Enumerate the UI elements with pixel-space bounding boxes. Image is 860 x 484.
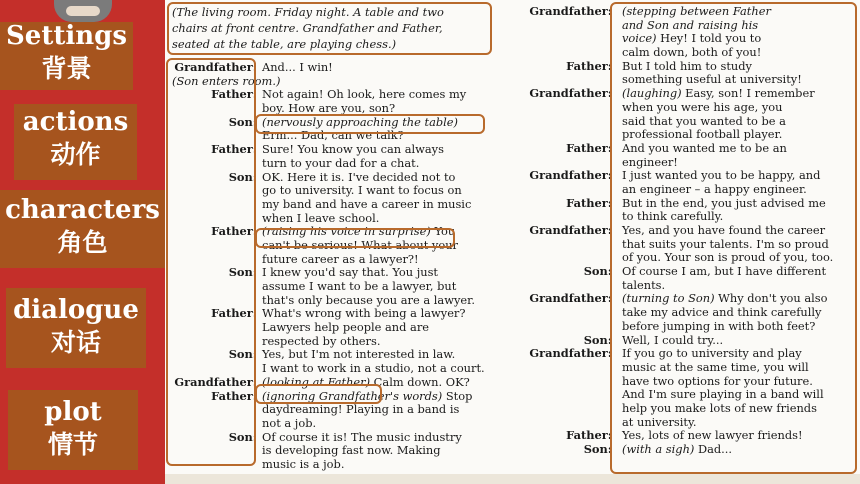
- speaker-name: Son:: [228, 169, 257, 184]
- speech-text: music is a job.: [262, 456, 345, 471]
- speech-text: is developing fast now. Making: [262, 443, 441, 458]
- speech-text: before jumping in with both feet?: [622, 318, 816, 333]
- stage-action-text: (with a sigh): [622, 442, 695, 456]
- speaker-name: Father:: [566, 58, 612, 73]
- speech-text: OK. Here it is. I've decided not to: [262, 169, 456, 184]
- speech-text: help you make lots of new friends: [622, 400, 817, 415]
- stage-action-text: (stepping between Father: [622, 4, 771, 18]
- stage-action-text: (ignoring Grandfather's words): [262, 388, 443, 403]
- speaker-name: Son:: [583, 442, 612, 456]
- speech-text: professional football player.: [622, 127, 783, 142]
- speech-text: Lawyers help people and are: [262, 320, 430, 335]
- stage-action-text: (Son enters room.): [172, 73, 281, 88]
- speech-text: when I leave school.: [262, 210, 380, 225]
- settings-highlight-box: [167, 2, 492, 55]
- speech-text: Yes, and you have found the career: [622, 223, 826, 237]
- speech-text: Yes, but I'm not interested in law.: [262, 347, 456, 362]
- speech-text: talents.: [622, 277, 666, 292]
- speech-text: Not again! Oh look, here comes my: [262, 87, 467, 102]
- speaker-name: Father:: [211, 224, 257, 239]
- label-settings-en: Settings: [6, 21, 127, 51]
- speech-text: Hey! I told you to: [656, 31, 762, 46]
- speech-text: Well, I could try...: [622, 332, 724, 347]
- speaker-names-highlight-box: [166, 58, 256, 466]
- speech-text: turn to your dad for a chat.: [262, 155, 420, 170]
- left-label-panel: [0, 0, 165, 484]
- label-characters[interactable]: [0, 190, 165, 268]
- speech-text: respected by others.: [262, 333, 381, 348]
- label-dialogue[interactable]: [6, 288, 146, 368]
- speech-text: that suits your talents. I'm so proud: [622, 236, 829, 251]
- speaker-name: Father:: [211, 87, 257, 102]
- dialogue-highlight-box: [610, 2, 857, 474]
- speaker-name: Father:: [211, 388, 257, 403]
- stage-action-text: (raising his voice in surprise): [262, 224, 431, 239]
- speech-text: I want to work in a studio, not a court.: [262, 361, 485, 376]
- speaker-name: Son:: [228, 429, 257, 444]
- speech-text: Of course I am, but I have different: [622, 264, 827, 279]
- speech-text: Calm down. OK?: [370, 374, 470, 389]
- speech-text: said that you wanted to be a: [622, 113, 786, 128]
- label-settings-zh: 背景: [41, 53, 92, 83]
- speech-text: But I told him to study: [622, 58, 752, 73]
- speaker-name: Son:: [583, 332, 612, 347]
- speaker-name: Grandfather:: [529, 4, 612, 18]
- speech-text: have two options for your future.: [622, 373, 813, 388]
- speech-text: to think carefully.: [622, 209, 724, 224]
- speaker-name: Son:: [228, 265, 257, 280]
- speech-text: assume I want to be a lawyer, but: [262, 279, 457, 293]
- speech-text: Of course it is! The music industry: [262, 429, 462, 444]
- stage-action-text: (looking at Father): [262, 374, 371, 389]
- speech-text: Stop: [442, 388, 473, 403]
- speech-text: go to university. I want to focus on: [262, 183, 462, 198]
- speaker-name: Son:: [583, 264, 612, 279]
- speech-text: that's only because you are a lawyer.: [262, 292, 475, 307]
- speech-text: And I'm sure playing in a band will: [622, 387, 824, 402]
- stage-action-text: (nervously approaching the table): [262, 114, 458, 129]
- speaker-name: Grandfather:: [529, 168, 612, 183]
- speech-text: What's wrong with being a lawyer?: [262, 306, 466, 321]
- speech-text: calm down, both of you!: [622, 45, 762, 60]
- speaker-name: Grandfather:: [529, 86, 612, 101]
- stage-action-text: (turning to Son): [622, 291, 715, 306]
- speech-text: Sure! You know you can always: [262, 142, 444, 157]
- speech-text: If you go to university and play: [622, 346, 802, 361]
- stage-action-text: (laughing): [622, 86, 682, 101]
- speaker-name: Grandfather:: [529, 291, 612, 306]
- label-actions-en: actions: [22, 107, 129, 137]
- speech-text: Why don't you also: [714, 291, 828, 306]
- speaker-name: Son:: [228, 114, 257, 129]
- action-highlight-box: [255, 228, 455, 248]
- speaker-name: Father:: [566, 195, 612, 210]
- speaker-name: Grandfather:: [529, 346, 612, 361]
- page-bottom-strip: [165, 474, 860, 484]
- speech-text: future career as a lawyer?!: [262, 251, 419, 266]
- stage-direction-line: seated at the table, are playing chess.): [172, 37, 397, 51]
- robot-figure-icon: [54, 0, 112, 22]
- speaker-name: Father:: [566, 428, 612, 443]
- stage-direction-line: chairs at front centre. Grandfather and Father,: [172, 21, 443, 35]
- action-highlight-box: [255, 114, 485, 134]
- speaker-name: Son:: [228, 347, 257, 362]
- speech-text: Dad...: [694, 442, 733, 456]
- label-actions[interactable]: [14, 104, 137, 180]
- speaker-name: Grandfather:: [529, 223, 612, 237]
- label-characters-zh: 角色: [57, 227, 108, 257]
- speech-text: daydreaming! Playing in a band is: [262, 402, 460, 417]
- label-plot-zh: 情节: [47, 429, 98, 459]
- label-plot[interactable]: [8, 390, 138, 470]
- label-characters-en: characters: [5, 195, 160, 225]
- speech-text: You: [430, 224, 456, 239]
- stage-action-text: voice): [622, 31, 657, 46]
- speech-text: I knew you'd say that. You just: [262, 265, 438, 280]
- speaker-name: Grandfather:: [174, 60, 257, 74]
- speech-text: something useful at university!: [622, 72, 802, 87]
- speaker-name: Father:: [211, 142, 257, 157]
- speech-text: when you were his age, you: [622, 99, 783, 114]
- speech-text: Easy, son! I remember: [681, 86, 815, 101]
- label-settings[interactable]: [0, 22, 133, 90]
- speech-text: my band and have a career in music: [262, 196, 472, 211]
- speech-text: an engineer – a happy engineer.: [622, 181, 807, 196]
- label-dialogue-en: dialogue: [13, 295, 139, 325]
- stage-direction-line: (The living room. Friday night. A table and two: [172, 5, 444, 19]
- speech-text: of you. Your son is proud of you, too.: [622, 250, 834, 265]
- stage-action-text: and Son and raising his: [622, 17, 759, 32]
- speech-text: at university.: [622, 414, 697, 429]
- speech-text: take my advice and think carefully: [622, 305, 822, 320]
- speech-text: And you wanted me to be an: [622, 140, 787, 155]
- speech-text: music at the same time, you will: [622, 359, 809, 374]
- speech-text: And... I win!: [262, 60, 333, 74]
- speech-text: Erm... Dad, can we talk?: [262, 128, 404, 143]
- speaker-name: Father:: [211, 306, 257, 321]
- speech-text: But in the end, you just advised me: [622, 195, 826, 210]
- label-actions-zh: 动作: [50, 139, 101, 169]
- label-dialogue-zh: 对话: [50, 327, 101, 357]
- label-plot-en: plot: [44, 397, 102, 427]
- speech-text: can't be serious! What about your: [262, 237, 458, 252]
- speech-text: engineer!: [622, 154, 678, 169]
- speaker-name: Grandfather:: [174, 374, 257, 389]
- action-highlight-box: [255, 384, 382, 404]
- speaker-name: Father:: [566, 140, 612, 155]
- speech-text: Yes, lots of new lawyer friends!: [622, 428, 803, 443]
- speech-text: I just wanted you to be happy, and: [622, 168, 821, 183]
- speech-text: not a job.: [262, 415, 317, 430]
- speech-text: boy. How are you, son?: [262, 101, 396, 116]
